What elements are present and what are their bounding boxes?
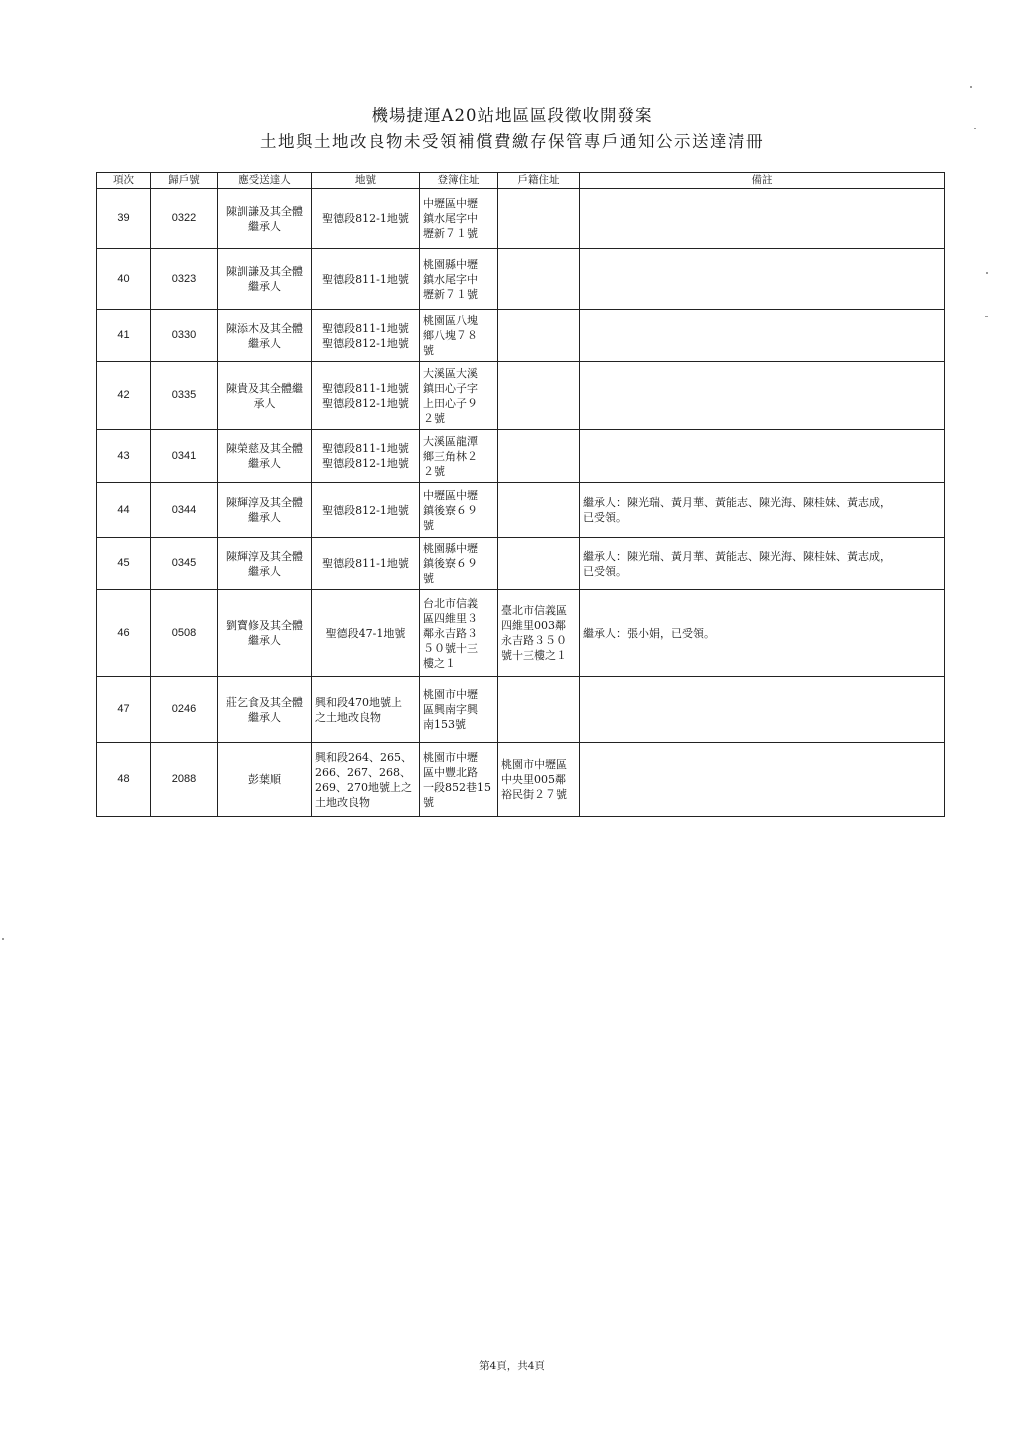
cell-account-no: 2088 <box>151 743 218 817</box>
scan-speck <box>2 938 4 940</box>
cell-land-no: 聖德段812-1地號 <box>312 189 420 249</box>
cell-land-no: 聖德段812-1地號 <box>312 483 420 538</box>
cell-remarks: 繼承人：陳光瑞、黃月華、黃能志、陳光海、陳桂妹、黃志成， 已受領。 <box>580 538 945 590</box>
cell-item-no: 40 <box>97 249 151 310</box>
col-header-registered-address: 登簿住址 <box>420 173 498 189</box>
cell-remarks: 繼承人：張小娟，已受領。 <box>580 590 945 677</box>
cell-recipient: 陳榮慈及其全體 繼承人 <box>218 430 312 483</box>
cell-account-no: 0330 <box>151 310 218 362</box>
cell-remarks: 繼承人：陳光瑞、黃月華、黃能志、陳光海、陳桂妹、黃志成， 已受領。 <box>580 483 945 538</box>
cell-registered-address: 中壢區中壢 鎮水尾字中 壢新７１號 <box>420 189 498 249</box>
col-header-land-no: 地號 <box>312 173 420 189</box>
cell-account-no: 0344 <box>151 483 218 538</box>
cell-account-no: 0323 <box>151 249 218 310</box>
cell-land-no: 興和段470地號上 之土地改良物 <box>312 677 420 743</box>
cell-item-no: 47 <box>97 677 151 743</box>
cell-household-address <box>498 677 580 743</box>
cell-recipient: 莊乞食及其全體 繼承人 <box>218 677 312 743</box>
cell-recipient: 陳訓謙及其全體 繼承人 <box>218 249 312 310</box>
cell-household-address <box>498 249 580 310</box>
scan-speck <box>974 128 976 129</box>
table-row <box>97 483 945 538</box>
cell-recipient: 陳添木及其全體 繼承人 <box>218 310 312 362</box>
cell-household-address <box>498 430 580 483</box>
cell-item-no: 42 <box>97 362 151 430</box>
cell-land-no: 聖德段811-1地號 <box>312 249 420 310</box>
cell-household-address <box>498 362 580 430</box>
cell-recipient: 陳訓謙及其全體 繼承人 <box>218 189 312 249</box>
col-header-household-address: 戶籍住址 <box>498 173 580 189</box>
cell-item-no: 44 <box>97 483 151 538</box>
cell-item-no: 43 <box>97 430 151 483</box>
cell-household-address <box>498 538 580 590</box>
cell-land-no: 聖德段811-1地號 聖德段812-1地號 <box>312 362 420 430</box>
cell-household-address: 桃園市中壢區 中央里005鄰 裕民街２７號 <box>498 743 580 817</box>
cell-account-no: 0246 <box>151 677 218 743</box>
delivery-register-table <box>96 172 945 817</box>
cell-recipient: 陳輝淳及其全體 繼承人 <box>218 483 312 538</box>
cell-recipient: 彭葉順 <box>218 743 312 817</box>
table-header-row <box>97 173 945 189</box>
cell-land-no: 聖德段811-1地號 <box>312 538 420 590</box>
cell-remarks <box>580 677 945 743</box>
col-header-remarks: 備註 <box>580 173 945 189</box>
cell-account-no: 0322 <box>151 189 218 249</box>
cell-registered-address: 桃園區八塊 鄉八塊７８ 號 <box>420 310 498 362</box>
col-header-recipient: 應受送達人 <box>218 173 312 189</box>
table-row <box>97 310 945 362</box>
cell-registered-address: 大溪區大溪 鎮田心子字 上田心子９ ２號 <box>420 362 498 430</box>
cell-recipient: 劉寶修及其全體 繼承人 <box>218 590 312 677</box>
table-row <box>97 362 945 430</box>
table-row <box>97 743 945 817</box>
scan-speck <box>970 86 972 88</box>
table-row <box>97 249 945 310</box>
cell-recipient: 陳輝淳及其全體 繼承人 <box>218 538 312 590</box>
cell-remarks <box>580 743 945 817</box>
cell-account-no: 0341 <box>151 430 218 483</box>
cell-household-address <box>498 483 580 538</box>
cell-land-no: 聖德段811-1地號 聖德段812-1地號 <box>312 430 420 483</box>
cell-remarks <box>580 362 945 430</box>
cell-item-no: 41 <box>97 310 151 362</box>
cell-remarks <box>580 310 945 362</box>
cell-land-no: 聖德段47-1地號 <box>312 590 420 677</box>
cell-item-no: 39 <box>97 189 151 249</box>
table-row <box>97 538 945 590</box>
scan-speck <box>985 316 988 317</box>
cell-land-no: 聖德段811-1地號 聖德段812-1地號 <box>312 310 420 362</box>
cell-household-address: 臺北市信義區 四維里003鄰 永吉路３５０ 號十三樓之１ <box>498 590 580 677</box>
cell-registered-address: 桃園縣中壢 鎮後寮６９ 號 <box>420 538 498 590</box>
cell-registered-address: 大溪區龍潭 鄉三角林２ ２號 <box>420 430 498 483</box>
cell-registered-address: 桃園市中壢 區興南字興 南153號 <box>420 677 498 743</box>
col-header-account-no: 歸戶號 <box>151 173 218 189</box>
page-number: 第4頁，共4頁 <box>479 1360 545 1372</box>
cell-account-no: 0335 <box>151 362 218 430</box>
table-row <box>97 430 945 483</box>
cell-account-no: 0508 <box>151 590 218 677</box>
col-header-item-no: 項次 <box>97 173 151 189</box>
cell-item-no: 48 <box>97 743 151 817</box>
cell-remarks <box>580 189 945 249</box>
cell-registered-address: 桃園市中壢 區中豐北路 一段852巷15 號 <box>420 743 498 817</box>
table-row <box>97 189 945 249</box>
cell-registered-address: 桃園縣中壢 鎮水尾字中 壢新７１號 <box>420 249 498 310</box>
cell-household-address <box>498 310 580 362</box>
cell-item-no: 45 <box>97 538 151 590</box>
scan-speck <box>986 272 988 274</box>
cell-registered-address: 中壢區中壢 鎮後寮６９ 號 <box>420 483 498 538</box>
document-subtitle: 土地與土地改良物未受領補償費繳存保管專戶通知公示送達清冊 <box>260 132 764 151</box>
table-row <box>97 590 945 677</box>
table-row <box>97 677 945 743</box>
cell-remarks <box>580 249 945 310</box>
cell-recipient: 陳貴及其全體繼 承人 <box>218 362 312 430</box>
cell-account-no: 0345 <box>151 538 218 590</box>
cell-remarks <box>580 430 945 483</box>
cell-household-address <box>498 189 580 249</box>
cell-land-no: 興和段264、265、 266、267、268、 269、270地號上之 土地改良物 <box>312 743 420 817</box>
document-title: 機場捷運A20站地區區段徵收開發案 <box>371 106 653 125</box>
cell-registered-address: 台北市信義 區四維里３ 鄰永吉路３ ５０號十三 樓之１ <box>420 590 498 677</box>
cell-item-no: 46 <box>97 590 151 677</box>
